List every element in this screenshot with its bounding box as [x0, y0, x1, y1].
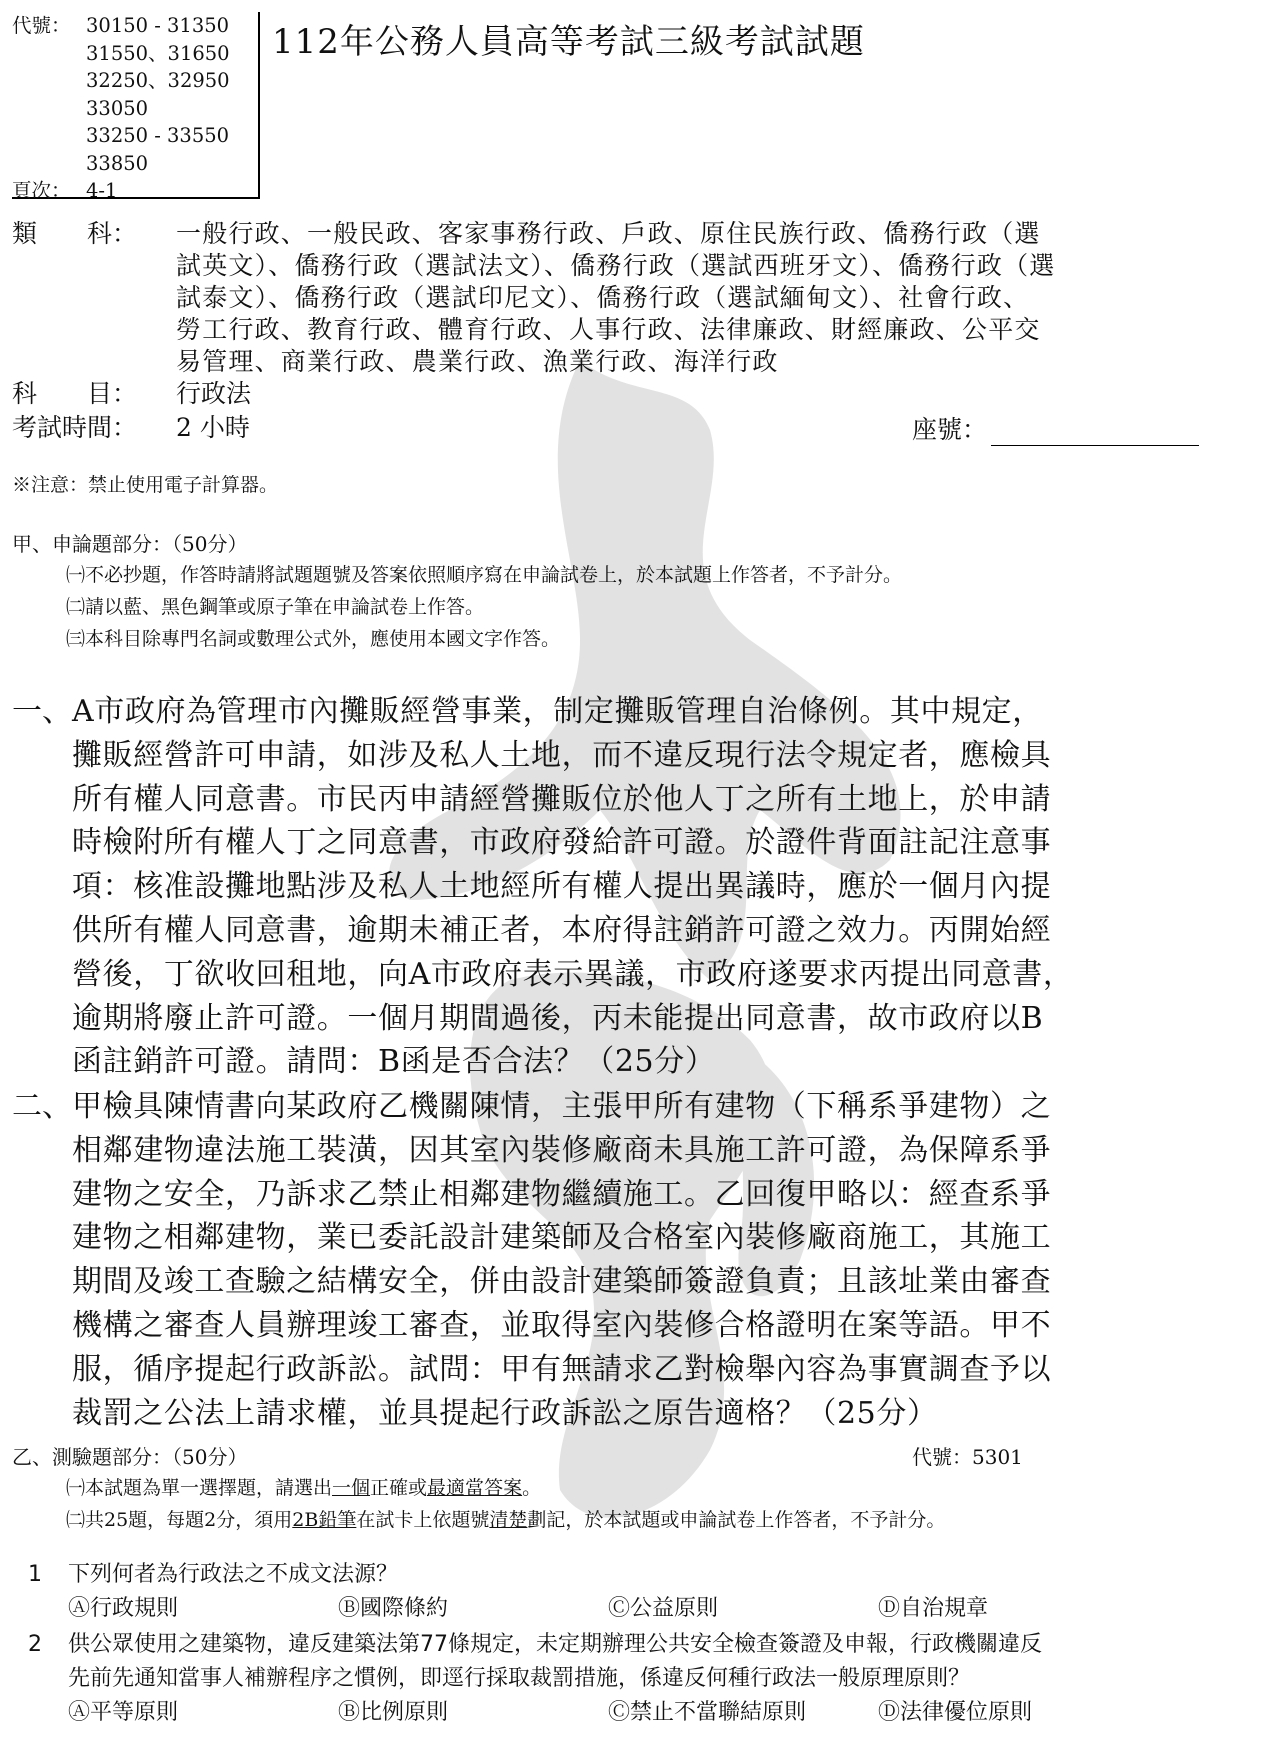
time-value: 2 小時 — [176, 413, 250, 442]
question-line: A市政府為管理市內攤販經營事業，制定攤販管理自治條例。其中規定， — [72, 694, 1043, 729]
note-text: 正確或 — [370, 1477, 428, 1499]
option-b: Ⓑ國際條約 — [338, 1596, 449, 1621]
question-line: 機構之審查人員辦理竣工審查，並取得室內裝修合格證明在案等語。甲不 — [72, 1307, 1052, 1343]
option-d: Ⓓ自治規章 — [878, 1596, 989, 1621]
question-stem: 下列何者為行政法之不成文法源？ — [68, 1562, 399, 1587]
question-number: 2 — [28, 1632, 42, 1657]
question-line: 期間及竣工查驗之結構安全，併由設計建築師簽證負責；且該址業由審查 — [72, 1264, 1052, 1300]
question-line: 相鄰建物違法施工裝潢，因其室內裝修廠商未具施工許可證，為保障系爭 — [72, 1132, 1052, 1168]
calculator-notice: ※注意：禁止使用電子計算器。 — [12, 474, 279, 496]
question-line: 攤販經營許可申請，如涉及私人土地，而不違反現行法令規定者，應檢具 — [72, 737, 1052, 773]
option-a: Ⓐ行政規則 — [68, 1596, 179, 1621]
mc-section-heading: 乙、測驗題部分：（50分） — [12, 1445, 248, 1469]
question-line: 所有權人同意書。市民丙申請經營攤販位於他人丁之所有土地上，於申請 — [72, 781, 1052, 817]
subject-value: 行政法 — [176, 379, 252, 408]
category-line: 一般行政、一般民政、客家事務行政、戶政、原住民族行政、僑務行政（選 — [176, 219, 1041, 248]
option-d: Ⓓ法律優位原則 — [878, 1700, 1033, 1725]
code-line: 33250 - 33550 — [86, 124, 230, 147]
question-number: 一、 — [12, 694, 72, 729]
category-line: 試英文）、僑務行政（選試法文）、僑務行政（選試西班牙文）、僑務行政（選 — [176, 251, 1056, 280]
question-line: 甲檢具陳情書向某政府乙機關陳情，主張甲所有建物（下稱系爭建物）之 — [72, 1089, 1052, 1124]
exam-title: 112年公務人員高等考試三級考試試題 — [272, 22, 865, 62]
subject-row — [12, 378, 251, 410]
essay-note: ㈢本科目除專門名詞或數理公式外，應使用本國文字作答。 — [66, 628, 561, 650]
subject-label: 科 目： — [12, 379, 138, 408]
essay-section-heading: 甲、申論題部分：（50分） — [12, 532, 248, 556]
note-underline: 一個 — [332, 1477, 371, 1499]
option-c: Ⓒ禁止不當聯結原則 — [608, 1700, 807, 1725]
seat-blank — [991, 417, 1199, 446]
note-underline: 2B鉛筆 — [292, 1509, 357, 1531]
question-line: 建物之安全，乃訴求乙禁止相鄰建物繼續施工。乙回復甲略以：經查系爭 — [72, 1176, 1052, 1212]
code-label: 代號： — [12, 14, 71, 37]
question-line: 裁罰之公法上請求權，並具提起行政訴訟之原告適格？（25分） — [72, 1395, 938, 1431]
code-line: 33850 — [86, 151, 149, 175]
category-line: 易管理、商業行政、農業行政、漁業行政、海洋行政 — [176, 347, 779, 376]
code-line: 30150 - 31350 — [86, 14, 230, 37]
note-text: ㈡共25題，每題2分，須用 — [66, 1509, 293, 1531]
essay-note: ㈡請以藍、黑色鋼筆或原子筆在申論試卷上作答。 — [66, 596, 485, 618]
mc-code: 代號：5301 — [912, 1445, 1023, 1469]
mc-note-2 — [66, 1505, 945, 1532]
note-text: 劃記，於本試題或申論試卷上作答者，不予計分。 — [527, 1509, 946, 1531]
note-underline: 清楚 — [489, 1509, 528, 1531]
note-underline: 答案 — [484, 1477, 523, 1499]
seat-row — [912, 410, 1199, 446]
note-text: 在試卡上依題號 — [356, 1509, 490, 1531]
question-line: 項：核准設攤地點涉及私人土地經所有權人提出異議時，應於一個月內提 — [72, 869, 1052, 905]
option-c: Ⓒ公益原則 — [608, 1596, 719, 1621]
question-line: 營後，丁欲收回租地，向A市政府表示異議，市政府遂要求丙提出同意書， — [72, 956, 1074, 992]
question-number: 二、 — [12, 1089, 72, 1124]
exam-code-box — [12, 12, 260, 202]
time-label: 考試時間： — [12, 413, 138, 442]
option-b: Ⓑ比例原則 — [338, 1700, 449, 1725]
note-underline: 最適當 — [427, 1477, 485, 1499]
question-line: 供所有權人同意書，逾期未補正者，本府得註銷許可證之效力。丙開始經 — [72, 912, 1052, 948]
question-line: 時檢附所有權人丁之同意書，市政府發給許可證。於證件背面註記注意事 — [72, 825, 1052, 861]
option-a: Ⓐ平等原則 — [68, 1700, 179, 1725]
category-line: 勞工行政、教育行政、體育行政、人事行政、法律廉政、財經廉政、公平交 — [176, 315, 1041, 344]
question-stem: 供公眾使用之建築物，違反建築法第77條規定，未定期辦理公共安全檢查簽證及申報，行政機關違反 — [68, 1632, 1042, 1657]
mc-question-2 — [28, 1628, 1228, 1730]
category-label: 類 科： — [12, 219, 138, 248]
question-line: 服，循序提起行政訴訟。試問：甲有無請求乙對檢舉內容為事實調查予以 — [72, 1351, 1052, 1387]
code-line: 32250、32950 — [86, 69, 230, 92]
question-line: 建物之相鄰建物，業已委託設計建築師及合格室內裝修廠商施工，其施工 — [72, 1220, 1052, 1256]
page-value: 4-1 — [86, 179, 118, 202]
essay-question-1 — [12, 690, 1212, 1084]
mc-question-1 — [28, 1558, 1228, 1626]
code-line: 31550、31650 — [86, 41, 230, 65]
time-row — [12, 412, 250, 444]
question-line: 逾期將廢止許可證。一個月期間過後，丙未能提出同意書，故市政府以B — [72, 1000, 1044, 1036]
question-stem: 先前先通知當事人補辦程序之慣例，即逕行採取裁罰措施，係違反何種行政法一般原理原則？ — [68, 1666, 971, 1691]
essay-question-2 — [12, 1085, 1212, 1435]
note-text: 。 — [522, 1477, 542, 1499]
mc-note-1 — [66, 1473, 541, 1500]
question-line: 函註銷許可證。請問：B函是否合法？（25分） — [72, 1044, 716, 1080]
question-number: 1 — [28, 1562, 42, 1587]
essay-note: ㈠不必抄題，作答時請將試題題號及答案依照順序寫在申論試卷上，於本試題上作答者，不予計分。 — [66, 564, 903, 586]
code-line: 33050 — [86, 96, 149, 120]
note-text: ㈠本試題為單一選擇題，請選出 — [66, 1477, 333, 1499]
page-label: 頁次： — [12, 179, 71, 202]
category-line: 試泰文）、僑務行政（選試印尼文）、僑務行政（選試緬甸文）、社會行政、 — [176, 283, 1030, 312]
seat-label: 座號： — [912, 415, 988, 444]
category-list — [176, 218, 1216, 378]
